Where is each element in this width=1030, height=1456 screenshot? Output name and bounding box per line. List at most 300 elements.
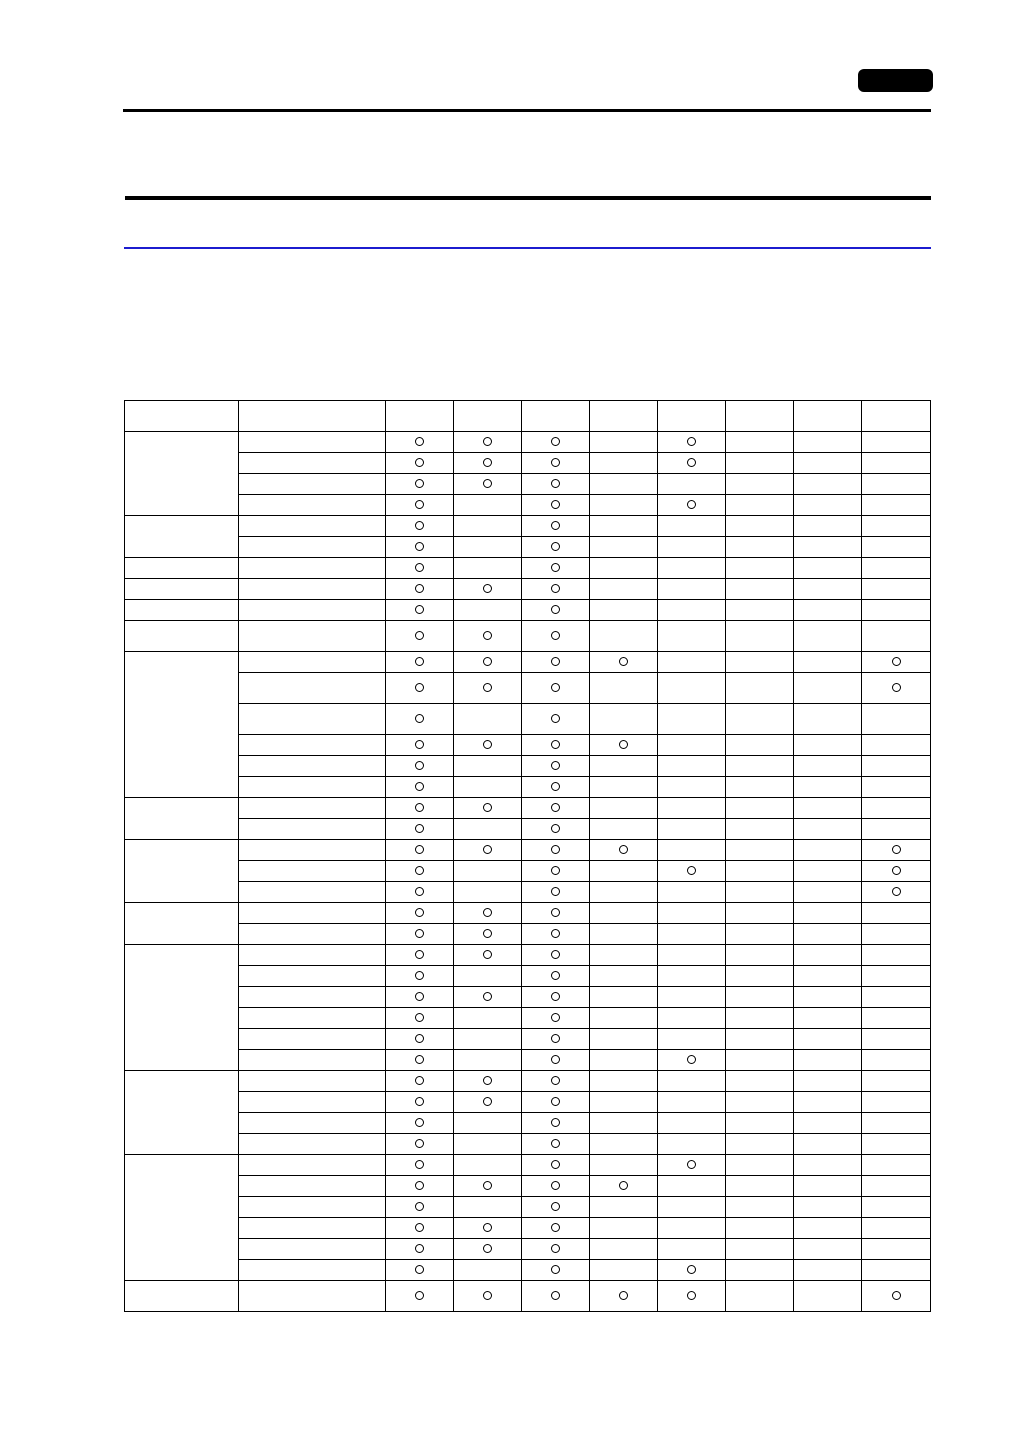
- supported-circle-icon: [551, 1181, 560, 1190]
- supported-circle-icon: [415, 1244, 424, 1253]
- support-cell: [794, 495, 862, 516]
- support-cell: [386, 798, 454, 819]
- support-cell: [658, 945, 726, 966]
- support-cell: [658, 1008, 726, 1029]
- page-tab-badge: [858, 69, 933, 92]
- table-row: [125, 777, 931, 798]
- column-header: [658, 401, 726, 432]
- support-cell: [862, 1050, 931, 1071]
- supported-circle-icon: [551, 929, 560, 938]
- item-label-cell: [239, 558, 386, 579]
- support-cell: [794, 1197, 862, 1218]
- supported-circle-icon: [619, 740, 628, 749]
- support-cell: [454, 474, 522, 495]
- support-cell: [862, 756, 931, 777]
- support-cell: [794, 652, 862, 673]
- item-label-cell: [239, 704, 386, 735]
- support-cell: [658, 861, 726, 882]
- support-cell: [522, 1008, 590, 1029]
- support-cell: [590, 861, 658, 882]
- support-cell: [726, 600, 794, 621]
- supported-circle-icon: [483, 1097, 492, 1106]
- support-cell: [454, 756, 522, 777]
- support-cell: [386, 777, 454, 798]
- support-cell: [726, 621, 794, 652]
- support-cell: [522, 495, 590, 516]
- supported-circle-icon: [415, 1160, 424, 1169]
- support-cell: [862, 600, 931, 621]
- table-row: [125, 495, 931, 516]
- support-cell: [862, 474, 931, 495]
- support-cell: [726, 840, 794, 861]
- support-cell: [590, 1281, 658, 1312]
- support-cell: [794, 924, 862, 945]
- item-label-cell: [239, 966, 386, 987]
- support-cell: [522, 777, 590, 798]
- table-row: [125, 1155, 931, 1176]
- support-cell: [862, 1218, 931, 1239]
- support-cell: [726, 1071, 794, 1092]
- support-cell: [726, 652, 794, 673]
- support-cell: [794, 882, 862, 903]
- support-cell: [726, 558, 794, 579]
- support-cell: [522, 1071, 590, 1092]
- table-row: [125, 1197, 931, 1218]
- header-rule: [123, 109, 931, 112]
- support-cell: [522, 798, 590, 819]
- support-cell: [658, 1071, 726, 1092]
- supported-circle-icon: [687, 1055, 696, 1064]
- support-cell: [794, 600, 862, 621]
- support-cell: [794, 1071, 862, 1092]
- support-cell: [726, 1197, 794, 1218]
- support-cell: [386, 735, 454, 756]
- supported-circle-icon: [551, 500, 560, 509]
- item-label-cell: [239, 798, 386, 819]
- support-cell: [590, 1260, 658, 1281]
- support-cell: [862, 579, 931, 600]
- support-cell: [862, 673, 931, 704]
- item-label-cell: [239, 495, 386, 516]
- support-cell: [522, 537, 590, 558]
- support-cell: [590, 558, 658, 579]
- item-label-cell: [239, 1092, 386, 1113]
- compatibility-table: [124, 400, 931, 1312]
- supported-circle-icon: [551, 657, 560, 666]
- support-cell: [454, 652, 522, 673]
- supported-circle-icon: [415, 1139, 424, 1148]
- support-cell: [454, 1008, 522, 1029]
- supported-circle-icon: [551, 563, 560, 572]
- support-cell: [590, 966, 658, 987]
- item-label-cell: [239, 1050, 386, 1071]
- supported-circle-icon: [687, 866, 696, 875]
- support-cell: [386, 1008, 454, 1029]
- support-cell: [454, 673, 522, 704]
- supported-circle-icon: [551, 1013, 560, 1022]
- support-cell: [454, 1155, 522, 1176]
- support-cell: [658, 798, 726, 819]
- support-cell: [522, 903, 590, 924]
- support-cell: [658, 924, 726, 945]
- support-cell: [794, 987, 862, 1008]
- support-cell: [522, 840, 590, 861]
- table-row: [125, 621, 931, 652]
- supported-circle-icon: [415, 714, 424, 723]
- column-header: [386, 401, 454, 432]
- supported-circle-icon: [892, 845, 901, 854]
- supported-circle-icon: [551, 631, 560, 640]
- support-cell: [794, 798, 862, 819]
- supported-circle-icon: [483, 803, 492, 812]
- support-cell: [794, 966, 862, 987]
- group-label-cell: [125, 1155, 239, 1281]
- group-label-cell: [125, 840, 239, 903]
- support-cell: [386, 558, 454, 579]
- support-cell: [386, 840, 454, 861]
- supported-circle-icon: [415, 824, 424, 833]
- support-cell: [590, 1134, 658, 1155]
- item-label-cell: [239, 840, 386, 861]
- support-cell: [590, 579, 658, 600]
- supported-circle-icon: [483, 929, 492, 938]
- item-label-cell: [239, 819, 386, 840]
- support-cell: [386, 432, 454, 453]
- supported-circle-icon: [551, 866, 560, 875]
- support-cell: [658, 1050, 726, 1071]
- table-row: [125, 1134, 931, 1155]
- support-cell: [862, 1155, 931, 1176]
- support-cell: [862, 1260, 931, 1281]
- supported-circle-icon: [551, 908, 560, 917]
- item-label-cell: [239, 903, 386, 924]
- support-cell: [522, 652, 590, 673]
- column-header: [522, 401, 590, 432]
- supported-circle-icon: [551, 1034, 560, 1043]
- support-cell: [386, 1029, 454, 1050]
- supported-circle-icon: [415, 683, 424, 692]
- support-cell: [386, 516, 454, 537]
- support-cell: [794, 1260, 862, 1281]
- support-cell: [522, 945, 590, 966]
- supported-circle-icon: [687, 1160, 696, 1169]
- support-cell: [386, 945, 454, 966]
- support-cell: [386, 1239, 454, 1260]
- support-cell: [658, 1281, 726, 1312]
- item-label-cell: [239, 777, 386, 798]
- support-cell: [658, 1260, 726, 1281]
- support-cell: [862, 861, 931, 882]
- support-cell: [454, 621, 522, 652]
- support-cell: [590, 1113, 658, 1134]
- support-cell: [726, 819, 794, 840]
- support-cell: [454, 432, 522, 453]
- support-cell: [726, 1155, 794, 1176]
- support-cell: [862, 777, 931, 798]
- item-label-cell: [239, 924, 386, 945]
- support-cell: [862, 1239, 931, 1260]
- supported-circle-icon: [483, 479, 492, 488]
- supported-circle-icon: [483, 1244, 492, 1253]
- section-heading-rule: [125, 196, 931, 200]
- supported-circle-icon: [551, 605, 560, 614]
- item-label-cell: [239, 1155, 386, 1176]
- table-row: [125, 1281, 931, 1312]
- supported-circle-icon: [415, 1265, 424, 1274]
- support-cell: [862, 1176, 931, 1197]
- item-label-cell: [239, 1176, 386, 1197]
- support-cell: [386, 987, 454, 1008]
- item-label-cell: [239, 673, 386, 704]
- supported-circle-icon: [551, 1076, 560, 1085]
- support-cell: [454, 516, 522, 537]
- support-cell: [386, 579, 454, 600]
- support-cell: [862, 558, 931, 579]
- support-cell: [454, 966, 522, 987]
- supported-circle-icon: [551, 803, 560, 812]
- supported-circle-icon: [415, 521, 424, 530]
- table-row: [125, 1029, 931, 1050]
- supported-circle-icon: [551, 1223, 560, 1232]
- column-header: [239, 401, 386, 432]
- group-label-cell: [125, 1281, 239, 1312]
- supported-circle-icon: [415, 887, 424, 896]
- support-cell: [386, 537, 454, 558]
- table-row: [125, 537, 931, 558]
- support-cell: [454, 704, 522, 735]
- item-label-cell: [239, 882, 386, 903]
- support-cell: [794, 1281, 862, 1312]
- support-cell: [726, 1050, 794, 1071]
- support-cell: [726, 1218, 794, 1239]
- support-cell: [522, 1218, 590, 1239]
- support-cell: [522, 516, 590, 537]
- support-cell: [454, 1197, 522, 1218]
- support-cell: [658, 819, 726, 840]
- support-cell: [522, 600, 590, 621]
- support-cell: [794, 1092, 862, 1113]
- supported-circle-icon: [551, 761, 560, 770]
- item-label-cell: [239, 945, 386, 966]
- support-cell: [590, 621, 658, 652]
- support-cell: [386, 1050, 454, 1071]
- support-cell: [590, 474, 658, 495]
- supported-circle-icon: [415, 1055, 424, 1064]
- support-cell: [386, 924, 454, 945]
- supported-circle-icon: [551, 824, 560, 833]
- item-label-cell: [239, 432, 386, 453]
- table-row: [125, 735, 931, 756]
- supported-circle-icon: [551, 458, 560, 467]
- support-cell: [658, 600, 726, 621]
- item-label-cell: [239, 987, 386, 1008]
- support-cell: [590, 1029, 658, 1050]
- supported-circle-icon: [551, 1160, 560, 1169]
- support-cell: [522, 735, 590, 756]
- support-cell: [522, 861, 590, 882]
- table-row: [125, 1071, 931, 1092]
- support-cell: [794, 621, 862, 652]
- support-cell: [386, 1134, 454, 1155]
- support-cell: [454, 924, 522, 945]
- support-cell: [726, 1092, 794, 1113]
- support-cell: [454, 840, 522, 861]
- support-cell: [862, 453, 931, 474]
- support-cell: [590, 735, 658, 756]
- support-cell: [862, 1281, 931, 1312]
- support-cell: [522, 673, 590, 704]
- supported-circle-icon: [415, 631, 424, 640]
- table-row: [125, 798, 931, 819]
- supported-circle-icon: [551, 740, 560, 749]
- support-cell: [590, 1239, 658, 1260]
- supported-circle-icon: [551, 1139, 560, 1148]
- support-cell: [522, 924, 590, 945]
- support-cell: [794, 840, 862, 861]
- support-cell: [454, 1239, 522, 1260]
- supported-circle-icon: [415, 500, 424, 509]
- support-cell: [386, 673, 454, 704]
- group-label-cell: [125, 1071, 239, 1155]
- support-cell: [726, 924, 794, 945]
- table-row: [125, 704, 931, 735]
- item-label-cell: [239, 474, 386, 495]
- support-cell: [386, 882, 454, 903]
- table-header-row: [125, 401, 931, 432]
- support-cell: [726, 735, 794, 756]
- supported-circle-icon: [892, 657, 901, 666]
- group-label-cell: [125, 516, 239, 558]
- group-label-cell: [125, 600, 239, 621]
- support-cell: [862, 987, 931, 1008]
- support-cell: [590, 840, 658, 861]
- supported-circle-icon: [415, 740, 424, 749]
- item-label-cell: [239, 652, 386, 673]
- group-label-cell: [125, 652, 239, 798]
- support-cell: [862, 432, 931, 453]
- supported-circle-icon: [551, 782, 560, 791]
- item-label-cell: [239, 1008, 386, 1029]
- support-cell: [522, 1029, 590, 1050]
- support-cell: [522, 558, 590, 579]
- supported-circle-icon: [551, 845, 560, 854]
- support-cell: [522, 704, 590, 735]
- supported-circle-icon: [415, 782, 424, 791]
- support-cell: [726, 1008, 794, 1029]
- supported-circle-icon: [551, 887, 560, 896]
- supported-circle-icon: [551, 521, 560, 530]
- table-row: [125, 558, 931, 579]
- supported-circle-icon: [551, 1118, 560, 1127]
- group-label-cell: [125, 432, 239, 516]
- support-cell: [794, 453, 862, 474]
- item-label-cell: [239, 1218, 386, 1239]
- column-header: [794, 401, 862, 432]
- support-cell: [590, 1050, 658, 1071]
- support-cell: [726, 903, 794, 924]
- item-label-cell: [239, 600, 386, 621]
- support-cell: [794, 537, 862, 558]
- support-cell: [726, 1176, 794, 1197]
- supported-circle-icon: [415, 1202, 424, 1211]
- support-cell: [862, 1197, 931, 1218]
- item-label-cell: [239, 1071, 386, 1092]
- support-cell: [590, 673, 658, 704]
- supported-circle-icon: [551, 542, 560, 551]
- support-cell: [522, 1134, 590, 1155]
- supported-circle-icon: [415, 929, 424, 938]
- item-label-cell: [239, 1113, 386, 1134]
- supported-circle-icon: [551, 1097, 560, 1106]
- group-label-cell: [125, 903, 239, 945]
- support-cell: [658, 966, 726, 987]
- support-cell: [590, 537, 658, 558]
- support-cell: [386, 819, 454, 840]
- support-cell: [726, 987, 794, 1008]
- support-cell: [658, 1155, 726, 1176]
- supported-circle-icon: [892, 683, 901, 692]
- group-label-cell: [125, 945, 239, 1071]
- support-cell: [726, 1260, 794, 1281]
- support-cell: [658, 537, 726, 558]
- support-cell: [726, 537, 794, 558]
- table-row: [125, 1092, 931, 1113]
- support-cell: [862, 1029, 931, 1050]
- support-cell: [658, 777, 726, 798]
- supported-circle-icon: [483, 1291, 492, 1300]
- support-cell: [658, 495, 726, 516]
- support-cell: [522, 1239, 590, 1260]
- support-cell: [386, 1197, 454, 1218]
- support-cell: [862, 1071, 931, 1092]
- support-cell: [862, 621, 931, 652]
- support-cell: [454, 1218, 522, 1239]
- support-cell: [658, 474, 726, 495]
- support-cell: [658, 432, 726, 453]
- support-cell: [590, 798, 658, 819]
- supported-circle-icon: [687, 437, 696, 446]
- supported-circle-icon: [415, 1034, 424, 1043]
- item-label-cell: [239, 1134, 386, 1155]
- supported-circle-icon: [415, 761, 424, 770]
- item-label-cell: [239, 579, 386, 600]
- support-cell: [794, 1218, 862, 1239]
- supported-circle-icon: [415, 479, 424, 488]
- support-cell: [658, 840, 726, 861]
- support-cell: [726, 861, 794, 882]
- support-cell: [386, 1176, 454, 1197]
- supported-circle-icon: [415, 992, 424, 1001]
- support-cell: [386, 453, 454, 474]
- support-cell: [386, 704, 454, 735]
- support-cell: [522, 1050, 590, 1071]
- column-header: [726, 401, 794, 432]
- supported-circle-icon: [551, 1291, 560, 1300]
- support-cell: [454, 1281, 522, 1312]
- table-row: [125, 1008, 931, 1029]
- support-cell: [726, 495, 794, 516]
- support-cell: [590, 1176, 658, 1197]
- support-cell: [794, 474, 862, 495]
- support-cell: [726, 882, 794, 903]
- support-cell: [590, 1092, 658, 1113]
- table-row: [125, 966, 931, 987]
- support-cell: [590, 432, 658, 453]
- support-cell: [726, 1134, 794, 1155]
- support-cell: [658, 735, 726, 756]
- support-cell: [794, 903, 862, 924]
- table-row: [125, 1113, 931, 1134]
